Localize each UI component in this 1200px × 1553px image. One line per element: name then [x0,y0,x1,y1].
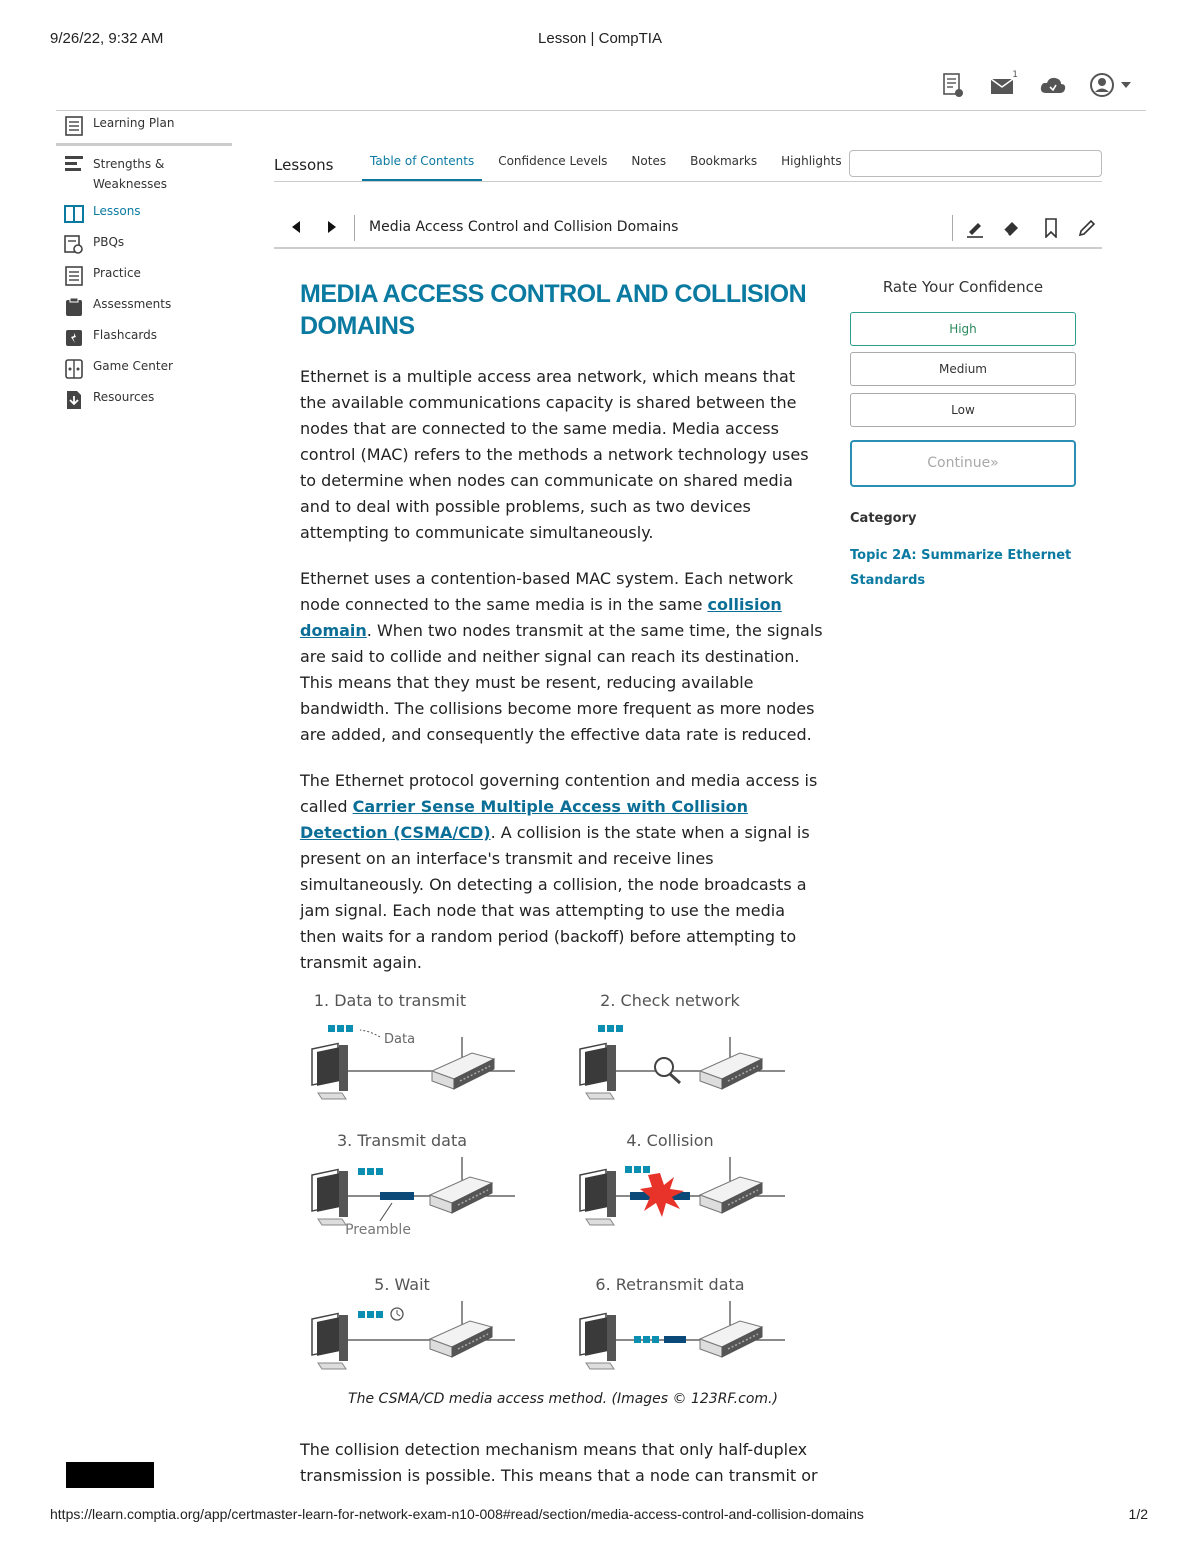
redaction-block [66,1462,154,1488]
paragraph: Ethernet is a multiple access area network, which means that the available communications capacity is shared between the nodes that are connected to the same media. Media access control (MAC) refers to the methods a network technology uses to determine when nodes can communicate on shared media and to deal with possible problems, such as two devices attempting to communicate simultaneously. [300,367,809,542]
sidebar-item-label: Assessments [93,297,172,311]
sidebar-item-pbqs[interactable] [56,231,232,262]
print-date: 9/26/22, 9:32 AM [50,30,164,47]
user-icon [1089,72,1135,98]
data-label: Data [384,1032,416,1047]
bookmark-button[interactable] [1040,217,1062,239]
step-1-label: 1. Data to transmit [313,991,467,1010]
sidebar-item-flashcards[interactable] [56,324,232,355]
practice-icon [64,266,84,286]
collision-domain-link[interactable]: collision domain [300,595,782,640]
magnifier-icon [655,1058,673,1076]
sidebar [56,112,232,417]
sidebar-item-game-center[interactable] [56,355,232,386]
paragraph-text: Ethernet uses a contention-based MAC system. Each network node connected to the same media is in the same [300,569,794,614]
step-4-label: 4. Collision [626,1131,714,1150]
pencil-icon [1077,218,1097,238]
sidebar-item-strengths[interactable] [56,150,232,200]
step-6-label: 6. Retransmit data [595,1275,745,1294]
tab-notes[interactable]: Notes [631,154,667,168]
print-page-number: 1/2 [1128,1506,1148,1522]
arrow-left-icon [290,220,302,234]
nav-divider [952,215,953,241]
paragraph [300,566,826,748]
eraser-icon [1001,218,1021,238]
book-icon [64,204,84,224]
sidebar-item-label: PBQs [93,235,125,249]
sidebar-item-label: Game Center [93,359,173,373]
figure-caption: The CSMA/CD media access method. (Images © 123RF.com.) [348,1391,778,1407]
step-3-label: 3. Transmit data [336,1131,468,1150]
sidebar-item-label: Flashcards [93,328,157,342]
confidence-medium-button[interactable]: Medium [850,352,1076,386]
section-nav-bar [274,213,1102,249]
sidebar-item-label: Strengths & Weaknesses [93,157,167,191]
tabs-divider [274,181,1102,182]
sidebar-item-assessments[interactable] [56,293,232,324]
tab-highlights[interactable]: Highlights [781,154,842,168]
user-menu[interactable] [1088,70,1136,100]
note-button[interactable] [1076,217,1098,239]
rate-confidence-title: Rate Your Confidence [882,278,1044,296]
top-toolbar [938,70,1136,100]
notes-icon[interactable] [938,70,968,100]
paragraph-text: . When two nodes transmit at the same time, the signals are said to collide and neither signal can reach its destination. This means that they must be resent, reducing available bandwidth. The collisions become more frequent as more nodes are added, and consequently the effective data rate is reduced. [300,621,823,744]
cloud-icon[interactable] [1038,70,1068,100]
tab-table-of-contents[interactable]: Table of Contents [362,152,482,182]
download-icon [64,390,84,410]
confidence-high-button[interactable]: High [850,312,1076,346]
sidebar-item-label: Resources [93,390,155,404]
step-5-label: 5. Wait [374,1275,430,1294]
lesson-tabs [362,152,858,182]
flashcards-icon [64,328,84,348]
game-icon [64,359,84,379]
article-heading: MEDIA ACCESS CONTROL AND COLLISION DOMAINS [300,280,807,340]
mail-badge: 1 [1012,70,1018,80]
sidebar-item-label: Lessons [93,204,141,218]
sidebar-item-learning-plan[interactable] [56,112,232,146]
paragraph-text: . A collision is the state when a signal is present on an interface's transmit and receive lines simultaneously. On detecting a collision, the node broadcasts a jam signal. Each node that was attempting to use the media then waits for a random period (backoff) before attempting to transmit again. [300,823,810,972]
search-input[interactable] [849,150,1102,177]
category-label: Category [850,511,917,526]
nav-divider [354,215,355,241]
arrow-right-icon [326,220,338,234]
print-title: Lesson | CompTIA [538,30,662,47]
strengths-icon [64,154,84,174]
continue-button[interactable]: Continue» [850,440,1076,487]
tab-bookmarks[interactable]: Bookmarks [690,154,758,168]
paragraph [300,768,826,976]
bookmark-icon [1043,218,1059,238]
category-value[interactable]: Topic 2A: Summarize Ethernet Standards [850,548,1072,588]
print-url: https://learn.comptia.org/app/certmaster-learn-for-network-exam-n10-008#read/section/media-access-control-and-collision-domains [50,1506,864,1522]
next-section-button[interactable] [326,219,338,238]
highlight-button[interactable] [964,217,986,239]
previous-section-button[interactable] [290,219,302,238]
pbq-icon [64,235,84,255]
csma-cd-link[interactable]: Carrier Sense Multiple Access with Collision Detection (CSMA/CD) [300,797,748,842]
preamble-label: Preamble [345,1222,411,1238]
learning-plan-icon [64,116,84,136]
tab-confidence-levels[interactable]: Confidence Levels [498,154,608,168]
paragraph-text: The Ethernet protocol governing contention and media access is called [300,771,818,816]
step-2-label: 2. Check network [600,991,740,1010]
confidence-low-button[interactable]: Low [850,393,1076,427]
sidebar-item-practice[interactable] [56,262,232,293]
sidebar-item-lessons[interactable] [56,200,232,231]
sidebar-item-resources[interactable] [56,386,232,417]
mail-icon[interactable] [988,70,1018,100]
clipboard-icon [64,297,84,317]
sidebar-item-label: Learning Plan [93,116,175,130]
top-divider [56,110,1146,111]
paragraph: The collision detection mechanism means that only half-duplex transmission is possible. This means that a node can transmit or [300,1440,818,1485]
highlighter-icon [965,218,985,238]
section-title: Media Access Control and Collision Domains [369,219,679,235]
sidebar-item-label: Practice [93,266,141,280]
lessons-label: Lessons [274,156,334,174]
csma-cd-diagram [300,985,826,1385]
lesson-article [300,278,826,996]
eraser-button[interactable] [1000,217,1022,239]
